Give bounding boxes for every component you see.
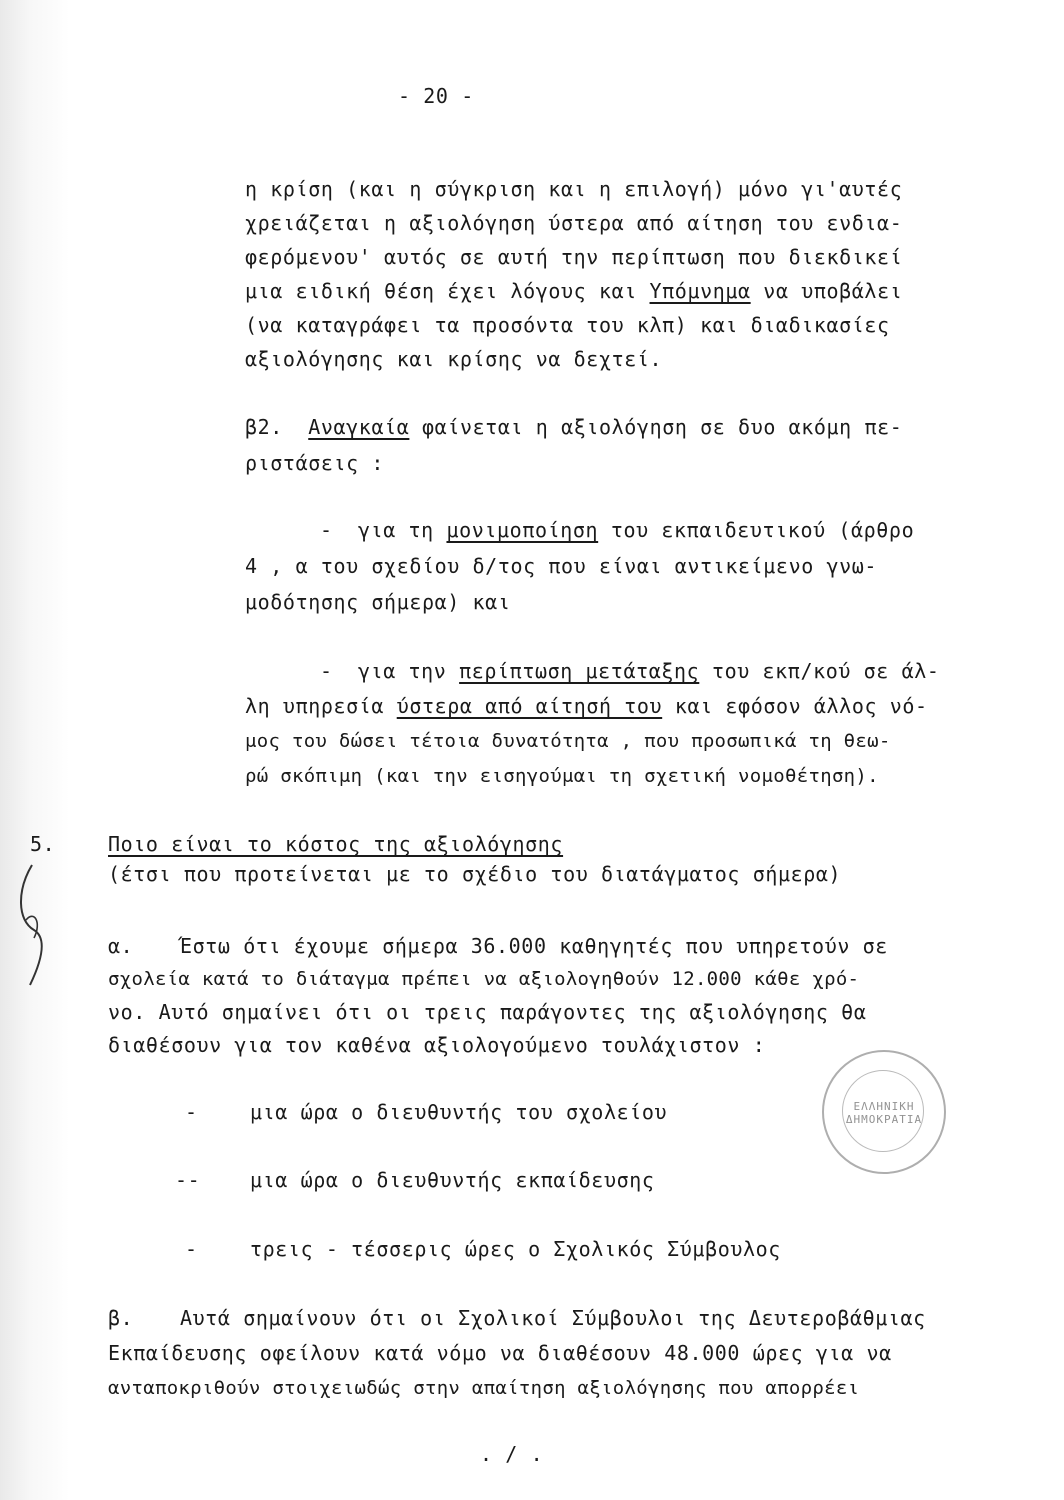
section-title: Ποιο είναι το κόστος της αξιολόγησης: [108, 832, 564, 856]
item-line: [245, 692, 928, 720]
beta2-line: [245, 413, 902, 441]
item-line: μος του δώσει τέτοια δυνατότητα , που προσωπικά τη θεω-: [245, 730, 891, 752]
alpha-line: σχολεία κατά το διάταγμα πρέπει να αξιολογηθούν 12.000 κάθε χρό-: [108, 968, 860, 990]
paragraph-1-line: μια ειδική θέση έχει λόγους και Υπόμνημα να υποβάλει: [245, 279, 903, 303]
alpha-line: νο. Αυτό σημαίνει ότι οι τρεις παράγοντες της αξιολόγησης θα: [108, 1000, 867, 1024]
aitisi-underlined: ύστερα από αίτησή του: [396, 694, 663, 718]
beta2-underlined: Αναγκαία: [308, 415, 410, 439]
list-dash: --: [175, 1168, 201, 1192]
item-line: 4 , α του σχεδίου δ/τος που είναι αντικείμενο γνω-: [245, 554, 878, 578]
item-line: μοδότησης σήμερα) και: [245, 590, 511, 614]
alpha-line: διαθέσουν για τον καθένα αξιολογούμενο τουλάχιστον :: [108, 1033, 766, 1057]
hypomnima-underlined: Υπόμνημα: [649, 279, 751, 303]
beta-line: Αυτά σημαίνουν ότι οι Σχολικοί Σύμβουλοι της Δευτεροβάθμιας: [180, 1306, 926, 1330]
paragraph-1-line: (να καταγράφει τα προσόντα του κλπ) και διαδικασίες: [245, 313, 890, 337]
section-number: 5.: [30, 832, 56, 856]
page-number: - 20 -: [398, 84, 474, 108]
item-text-post: του εκπαιδευτικού (άρθρο: [610, 518, 915, 542]
official-stamp: [822, 1050, 946, 1174]
monimopoiisi-underlined: μονιμοποίηση: [446, 518, 599, 542]
list-item: μια ώρα ο διευθυντής εκπαίδευσης: [250, 1168, 655, 1192]
item-line: [320, 516, 914, 544]
stamp-text: ΕΛΛΗΝΙΚΗ ΔΗΜΟΚΡΑΤΙΑ: [845, 1100, 923, 1126]
paragraph-1-line: η κρίση (και η σύγκριση και η επιλογή) μόνο γι'αυτές: [245, 177, 903, 201]
continuation-mark: . / .: [480, 1442, 544, 1466]
item-text-pre: για τη: [357, 518, 434, 542]
item-text-post: και εφόσον άλλος νό-: [674, 694, 928, 718]
item-dash: -: [320, 659, 333, 683]
list-item: μια ώρα ο διευθυντής του σχολείου: [250, 1100, 668, 1124]
item-text-pre: λη υπηρεσία: [245, 694, 385, 718]
beta2-line-2: ριστάσεις :: [245, 451, 385, 475]
beta-label: β.: [108, 1306, 134, 1330]
beta-line: Εκπαίδευσης οφείλουν κατά νόμο να διαθέσουν 48.000 ώρες για να: [108, 1341, 892, 1365]
beta2-label: β2.: [245, 415, 283, 439]
list-item: τρεις - τέσσερις ώρες ο Σχολικός Σύμβουλος: [250, 1237, 781, 1261]
handwritten-margin-mark: [12, 860, 52, 990]
item-line: [320, 657, 940, 685]
beta2-rest: φαίνεται η αξιολόγηση σε δυο ακόμη πε-: [422, 415, 903, 439]
item-text-post: του εκπ/κού σε άλ-: [711, 659, 940, 683]
item-text-pre: για την: [357, 659, 447, 683]
item-dash: -: [320, 518, 333, 542]
beta-line: ανταποκριθούν στοιχειωδώς στην απαίτηση αξιολόγησης που απορρέει: [108, 1377, 860, 1399]
alpha-line: Έστω ότι έχουμε σήμερα 36.000 καθηγητές που υπηρετούν σε: [180, 934, 888, 958]
list-dash: -: [185, 1237, 198, 1261]
alpha-label: α.: [108, 934, 134, 958]
list-dash: -: [185, 1100, 198, 1124]
paragraph-1-line: αξιολόγησης και κρίσης να δεχτεί.: [245, 347, 663, 371]
paragraph-1-line: φερόμενου' αυτός σε αυτή την περίπτωση που διεκδικεί: [245, 245, 903, 269]
section-subtitle: (έτσι που προτείνεται με το σχέδιο του διατάγματος σήμερα): [108, 862, 842, 886]
metataxi-underlined: περίπτωση μετάταξης: [459, 659, 700, 683]
paragraph-1-line: χρειάζεται η αξιολόγηση ύστερα από αίτηση του ενδια-: [245, 211, 903, 235]
item-line: ρώ σκόπιμη (και την εισηγούμαι τη σχετική νομοθέτηση).: [245, 765, 879, 787]
